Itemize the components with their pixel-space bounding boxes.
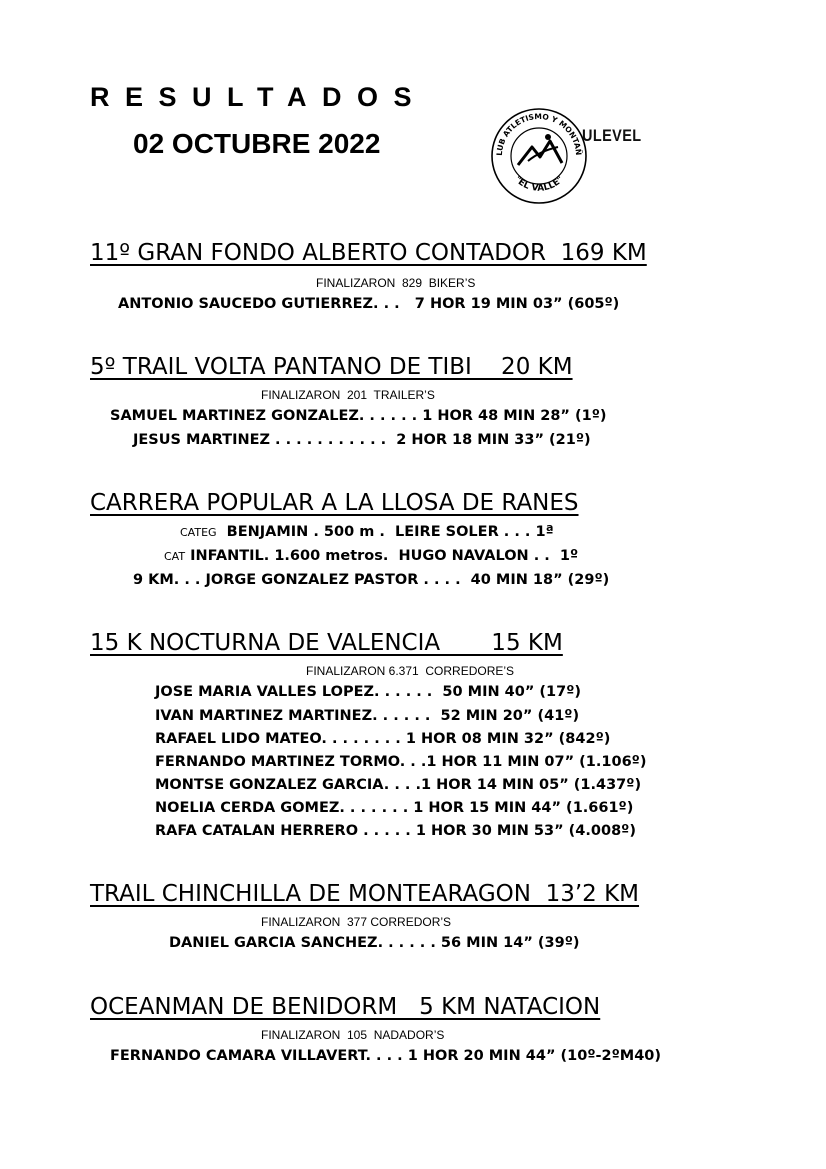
race-heading: OCEANMAN DE BENIDORM 5 KM NATACION bbox=[90, 994, 601, 1020]
category-line bbox=[164, 548, 578, 564]
result-line: MONTSE GONZALEZ GARCIA. . . .1 HOR 14 MIN 05” (1.437º) bbox=[155, 777, 642, 793]
svg-text:"EL VALLE": "EL VALLE" bbox=[512, 174, 566, 194]
race-heading: 5º TRAIL VOLTA PANTANO DE TIBI 20 KM bbox=[90, 354, 573, 380]
result-line: DANIEL GARCIA SANCHEZ. . . . . . 56 MIN 14” (39º) bbox=[169, 935, 580, 951]
event-date: 02 OCTUBRE 2022 bbox=[133, 128, 381, 159]
sponsor-logo-text: ULEVEL bbox=[582, 126, 642, 145]
finishers-count: FINALIZARON 377 CORREDOR’S bbox=[261, 915, 452, 929]
result-line: JOSE MARIA VALLES LOPEZ. . . . . . 50 MIN 40” (17º) bbox=[155, 684, 582, 700]
finishers-count: FINALIZARON 6.371 CORREDORE’S bbox=[306, 664, 515, 678]
result-line: NOELIA CERDA GOMEZ. . . . . . . 1 HOR 15 MIN 44” (1.661º) bbox=[155, 800, 634, 816]
finishers-count: FINALIZARON 201 TRAILER’S bbox=[261, 388, 435, 402]
race-heading: TRAIL CHINCHILLA DE MONTEARAGON 13’2 KM bbox=[90, 881, 640, 907]
svg-text:CLUB ATLETISMO Y MONTAÑA: LUB ATLETISMO Y MONTAÑ bbox=[495, 111, 584, 156]
result-line: RAFAEL LIDO MATEO. . . . . . . . 1 HOR 08 MIN 32” (842º) bbox=[155, 731, 611, 747]
category-result: BENJAMIN . 500 m . LEIRE SOLER . . . 1ª bbox=[216, 524, 554, 540]
club-logo bbox=[478, 88, 584, 194]
category-result: INFANTIL. 1.600 metros. HUGO NAVALON . . 1º bbox=[185, 548, 579, 564]
result-line: FERNANDO CAMARA VILLAVERT. . . . 1 HOR 20 MIN 44” (10º-2ºM40) bbox=[110, 1048, 662, 1064]
finishers-count: FINALIZARON 829 BIKER’S bbox=[316, 276, 476, 290]
race-heading: CARRERA POPULAR A LA LLOSA DE RANES bbox=[90, 490, 579, 516]
result-line: 9 KM. . . JORGE GONZALEZ PASTOR . . . . 40 MIN 18” (29º) bbox=[133, 572, 610, 588]
result-line: RAFA CATALAN HERRERO . . . . . 1 HOR 30 MIN 53” (4.008º) bbox=[155, 823, 636, 839]
race-heading: 11º GRAN FONDO ALBERTO CONTADOR 169 KM bbox=[90, 240, 647, 266]
result-line: FERNANDO MARTINEZ TORMO. . .1 HOR 11 MIN 07” (1.106º) bbox=[155, 754, 647, 770]
result-line: IVAN MARTINEZ MARTINEZ. . . . . . 52 MIN 20” (41º) bbox=[155, 708, 580, 724]
result-line: SAMUEL MARTINEZ GONZALEZ. . . . . . 1 HOR 48 MIN 28” (1º) bbox=[110, 408, 607, 424]
category-prefix: CAT bbox=[164, 550, 186, 563]
finishers-count: FINALIZARON 105 NADADOR’S bbox=[261, 1028, 445, 1042]
category-prefix: CATEG bbox=[180, 526, 217, 539]
result-line: JESUS MARTINEZ . . . . . . . . . . . 2 HOR 18 MIN 33” (21º) bbox=[133, 432, 591, 448]
category-line bbox=[180, 524, 554, 540]
race-heading: 15 K NOCTURNA DE VALENCIA 15 KM bbox=[90, 630, 563, 656]
result-line: ANTONIO SAUCEDO GUTIERREZ. . . 7 HOR 19 MIN 03” (605º) bbox=[118, 296, 620, 312]
page-title: RESULTADOS bbox=[90, 82, 427, 112]
